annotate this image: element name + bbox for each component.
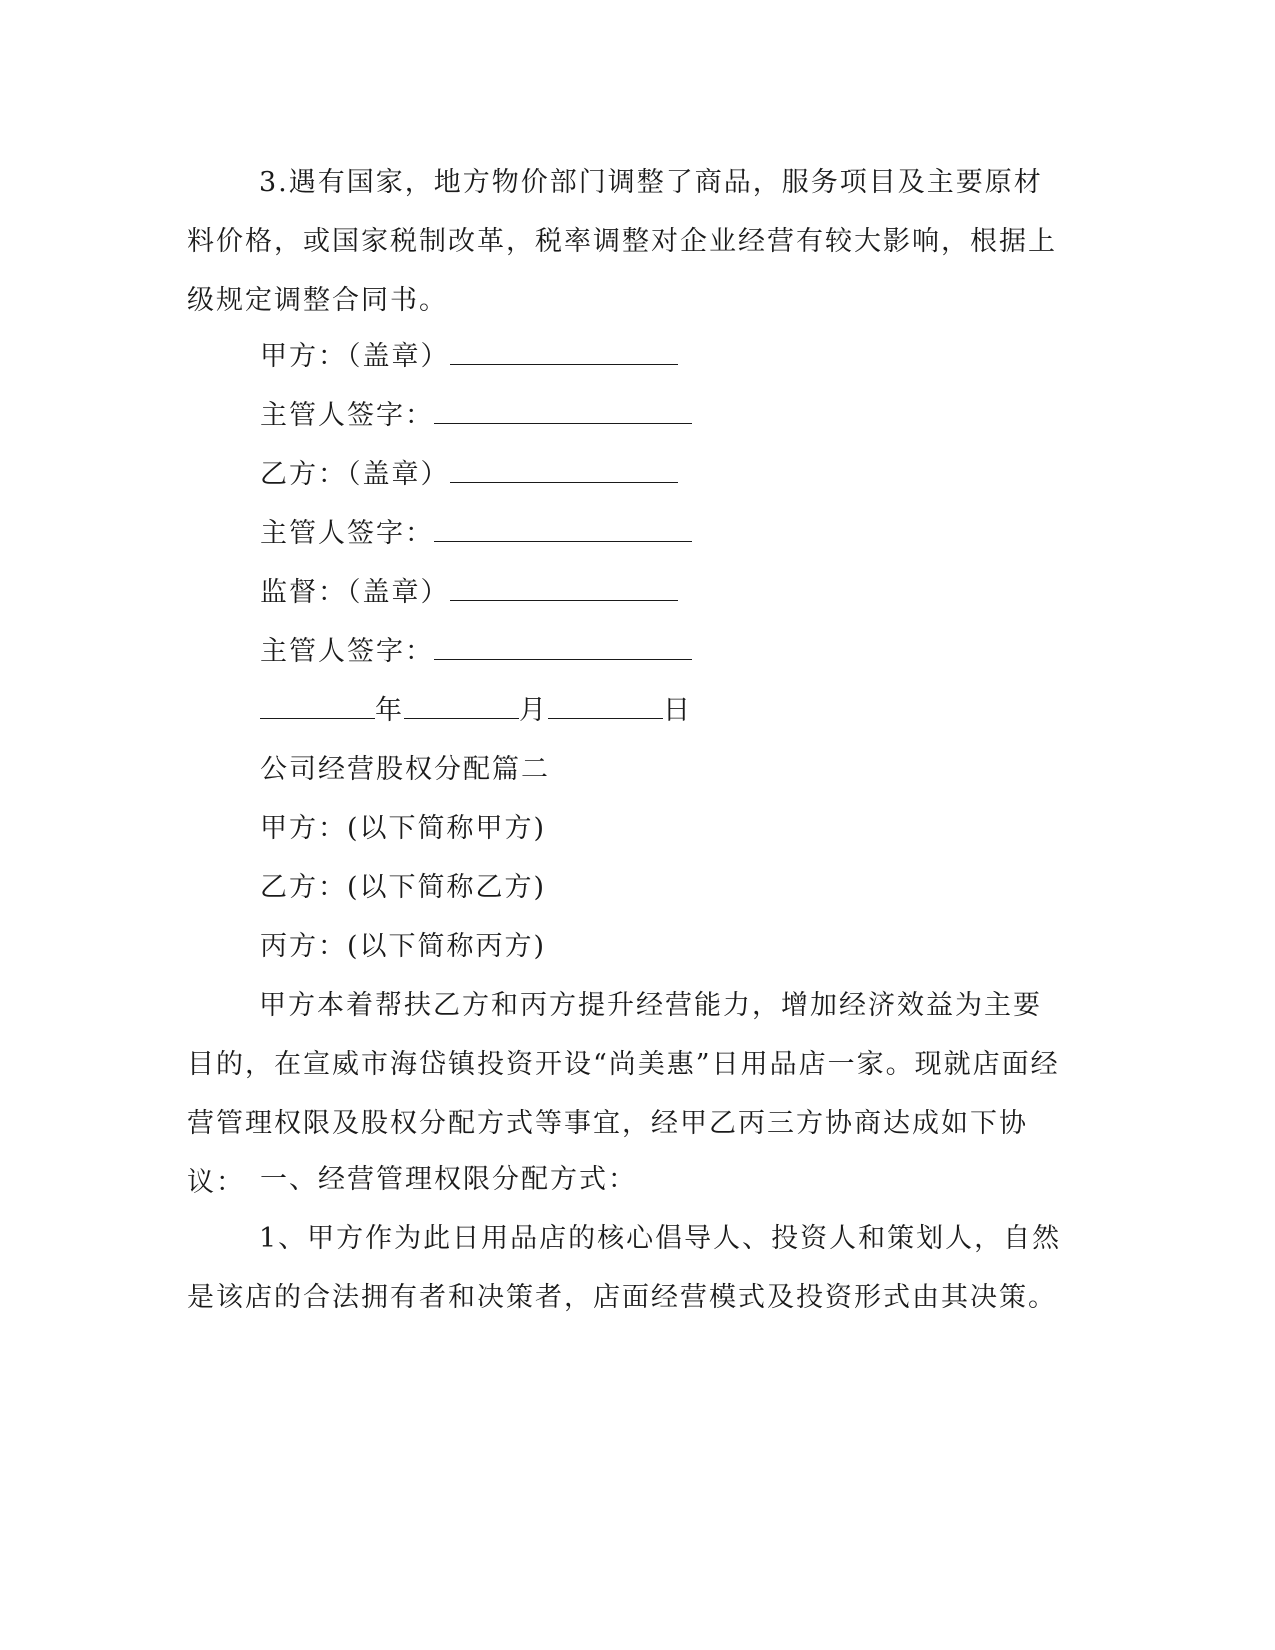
supervisor-b-signature-line [260, 504, 692, 563]
agreement-intro-paragraph: 甲方本着帮扶乙方和丙方提升经营能力，增加经济效益为主要目的，在宣威市海岱镇投资开设“尚美惠”日用品店一家。现就店面经营管理权限及股权分配方式等事宜，经甲乙丙三方协商达成如下协议： [187, 990, 1060, 1198]
party-b-label: 乙方：（盖章） [260, 459, 450, 490]
clause-3-paragraph: 3.遇有国家，地方物价部门调整了商品，服务项目及主要原材料价格，或国家税制改革，税率调整对企业经营有较大影响，根据上级规定调整合同书。 [187, 167, 1057, 316]
year-blank[interactable] [260, 688, 375, 719]
party-a-signature-line [260, 327, 678, 386]
supervisor-c-label: 主管人签字： [260, 636, 434, 667]
party-c-definition: 丙方：(以下简称丙方) [260, 931, 547, 962]
section-title: 公司经营股权分配篇二 [260, 754, 550, 785]
supervisor-b-label: 主管人签字： [260, 518, 434, 549]
day-blank[interactable] [548, 688, 663, 719]
supervisor-a-label: 主管人签字： [260, 400, 434, 431]
date-line [260, 681, 692, 740]
supervisor-c-blank[interactable] [434, 629, 692, 660]
party-a-label: 甲方：（盖章） [260, 341, 450, 372]
day-label: 日 [663, 695, 692, 726]
clause-1-paragraph: 1、甲方作为此日用品店的核心倡导人、投资人和策划人，自然是该店的合法拥有者和决策者，店面经营模式及投资形式由其决策。 [187, 1223, 1062, 1313]
party-b-signature-line [260, 445, 678, 504]
monitor-blank[interactable] [450, 570, 678, 601]
year-label: 年 [375, 695, 404, 726]
party-a-blank[interactable] [450, 334, 678, 365]
party-b-definition: 乙方：(以下简称乙方) [260, 872, 547, 903]
monitor-signature-line [260, 563, 678, 622]
party-b-blank[interactable] [450, 452, 678, 483]
party-a-definition: 甲方：(以下简称甲方) [260, 813, 547, 844]
supervisor-a-signature-line [260, 386, 692, 445]
month-blank[interactable] [404, 688, 519, 719]
supervisor-c-signature-line [260, 622, 692, 681]
supervisor-b-blank[interactable] [434, 511, 692, 542]
month-label: 月 [519, 695, 548, 726]
heading-management-rights: 一、经营管理权限分配方式： [260, 1164, 637, 1195]
supervisor-a-blank[interactable] [434, 393, 692, 424]
monitor-label: 监督：（盖章） [260, 577, 450, 608]
